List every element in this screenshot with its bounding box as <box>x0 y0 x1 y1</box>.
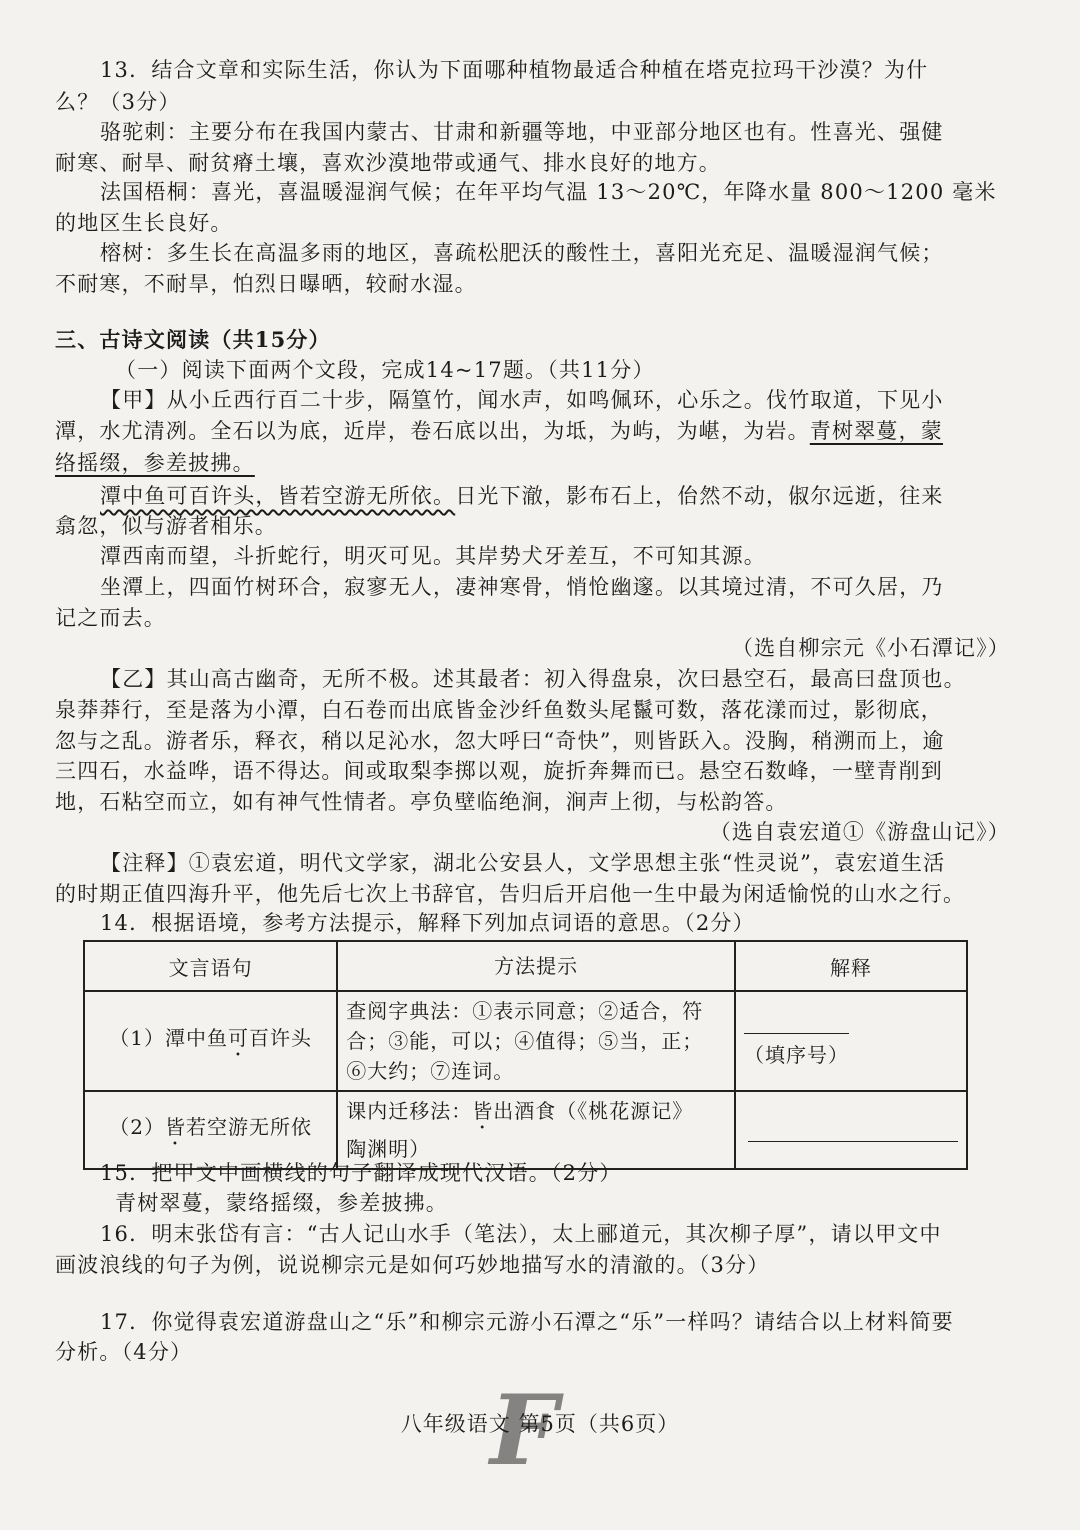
dotted-word: 可 <box>227 1025 249 1050</box>
yi-line-2: 泉莽莽行，至是落为小潭，白石卷而出底皆金沙纤鱼数头尾鬣可数，落花漾而过，影彻底， <box>55 698 943 722</box>
q15-sentence: 青树翠蔓，蒙络摇缀，参差披拂。 <box>115 1191 448 1215</box>
q15-stem: 15．把甲文中画横线的句子翻译成现代汉语。（2分） <box>100 1161 622 1185</box>
table-header: 解释 <box>735 941 967 991</box>
jia-line-7: 坐潭上，四面竹树环合，寂寥无人，凄神寒骨，悄怆幽邃。以其境过清，不可久居，乃 <box>100 575 944 599</box>
row2-hint: 课内迁移法：皆出酒食（《桃花源记》 陶渊明） <box>337 1091 735 1169</box>
q13-stem-cont: 么？（3分） <box>55 90 181 114</box>
q13-stem: 13．结合文章和实际生活，你认为下面哪种植物最适合种植在塔克拉玛干沙漠？为什 <box>100 58 929 82</box>
jia-line-5: 翕忽，似与游者相乐。 <box>55 514 277 538</box>
jia-underlined-sentence-cont: 络摇缀，参差披拂。 <box>55 451 255 475</box>
table-header: 文言语句 <box>84 941 337 991</box>
dotted-word: 皆 <box>472 1099 494 1123</box>
q17-stem: 17．你觉得袁宏道游盘山之“乐”和柳宗元游小石潭之“乐”一样吗？请结合以上材料简要 <box>100 1310 954 1334</box>
section-heading: 三、古诗文阅读（共15分） <box>55 327 331 352</box>
q13-camelthorn-cont: 耐寒、耐旱、耐贫瘠土壤，喜欢沙漠地带或通气、排水良好的地方。 <box>55 151 721 175</box>
yi-line-3: 忽与之乱。游者乐，释衣，稍以足沁水，忽大呼曰“奇快”，则皆跃入。没胸，稍溯而上，逾 <box>55 729 945 753</box>
q16-stem: 16．明末张岱有言：“古人记山水手（笔法），太上郦道元，其次柳子厚”，请以甲文中 <box>100 1222 942 1246</box>
jia-underlined-sentence: 青树翠蔓，蒙 <box>809 419 943 443</box>
yi-line-5: 地，石粘空而立，如有神气性情者。亭负壁临绝涧，涧声上彻，与松韵答。 <box>55 790 788 814</box>
note-line-2: 的时期正值四海升平，他先后七次上书辞官，告归后开启他一生中最为闲适愉悦的山水之行。 <box>55 882 966 906</box>
page-footer: 八年级语文 第5页（共6页） <box>400 1412 680 1436</box>
q16-stem-cont: 画波浪线的句子为例，说说柳宗元是如何巧妙地描写水的清澈的。（3分） <box>55 1253 770 1277</box>
yi-source: （选自袁宏道①《游盘山记》） <box>709 820 1010 844</box>
dotted-word: 皆 <box>164 1114 186 1139</box>
yi-line-4: 三四石，水益哗，语不得达。间或取梨李掷以观，旋折奔舞而已。悬空石数峰，一壁青削到 <box>55 759 943 783</box>
q13-plane-tree-cont: 的地区生长良好。 <box>55 211 233 235</box>
q17-stem-cont: 分析。（4分） <box>55 1340 193 1364</box>
q13-plane-tree: 法国梧桐：喜光，喜温暖湿润气候；在年平均气温 13～20℃，年降水量 800～1200 毫米 <box>100 180 997 204</box>
q14-stem: 14．根据语境，参考方法提示，解释下列加点词语的意思。（2分） <box>100 911 755 935</box>
jia-line-1: 【甲】从小丘西行百二十步，隔篁竹，闻水声，如鸣佩环，心乐之。伐竹取道，下见小 <box>100 388 944 412</box>
answer-blank[interactable] <box>748 1141 958 1142</box>
jia-line-4: 潭中鱼可百许头，皆若空游无所依。日光下澈，影布石上，佁然不动，俶尔远逝，往来 <box>100 484 944 508</box>
table-header: 方法提示 <box>337 941 735 991</box>
q14-table <box>83 940 968 1170</box>
jia-line-6: 潭西南而望，斗折蛇行，明灭可见。其岸势犬牙差互，不可知其源。 <box>100 544 766 568</box>
q13-camelthorn: 骆驼刺：主要分布在我国内蒙古、甘肃和新疆等地，中亚部分地区也有。性喜光、强健 <box>100 120 944 144</box>
jia-wavy-sentence: 潭中鱼可百许头，皆若空游无所依。 <box>100 484 456 508</box>
yi-line-1: 【乙】其山高古幽奇，无所不极。述其最者：初入得盘泉，次曰悬空石，最高曰盘顶也。 <box>100 667 966 691</box>
q13-banyan-cont: 不耐寒，不耐旱，怕烈日曝晒，较耐水湿。 <box>55 272 477 296</box>
jia-line-3 <box>55 448 1005 478</box>
section-subheading: （一）阅读下面两个文段，完成14~17题。（共11分） <box>115 358 655 382</box>
jia-source: （选自柳宗元《小石潭记》） <box>731 636 1010 660</box>
row1-sentence: （1）潭中鱼可百许头 <box>84 991 337 1091</box>
jia-line-8: 记之而去。 <box>55 606 166 630</box>
stamp-mark: F <box>490 1374 559 1487</box>
answer-blank[interactable] <box>744 1033 849 1034</box>
jia-line-2: 潭，水尤清冽。全石以为底，近岸，卷石底以出，为坻，为屿，为嵁，为岩。青树翠蔓，蒙 <box>55 419 943 443</box>
row2-sentence: （2）皆若空游无所依 <box>84 1091 337 1169</box>
q13-banyan: 榕树：多生长在高温多雨的地区，喜疏松肥沃的酸性土，喜阳光充足、温暖湿润气候； <box>100 241 944 265</box>
note-line-1: 【注释】①袁宏道，明代文学家，湖北公安县人，文学思想主张“性灵说”，袁宏道生活 <box>100 851 946 875</box>
row1-answer: （填序号） <box>735 991 967 1091</box>
row1-hint: 查阅字典法：①表示同意；②适合，符 合；③能，可以；④值得；⑤当，正； ⑥大约；⑦连词。 <box>337 991 735 1091</box>
